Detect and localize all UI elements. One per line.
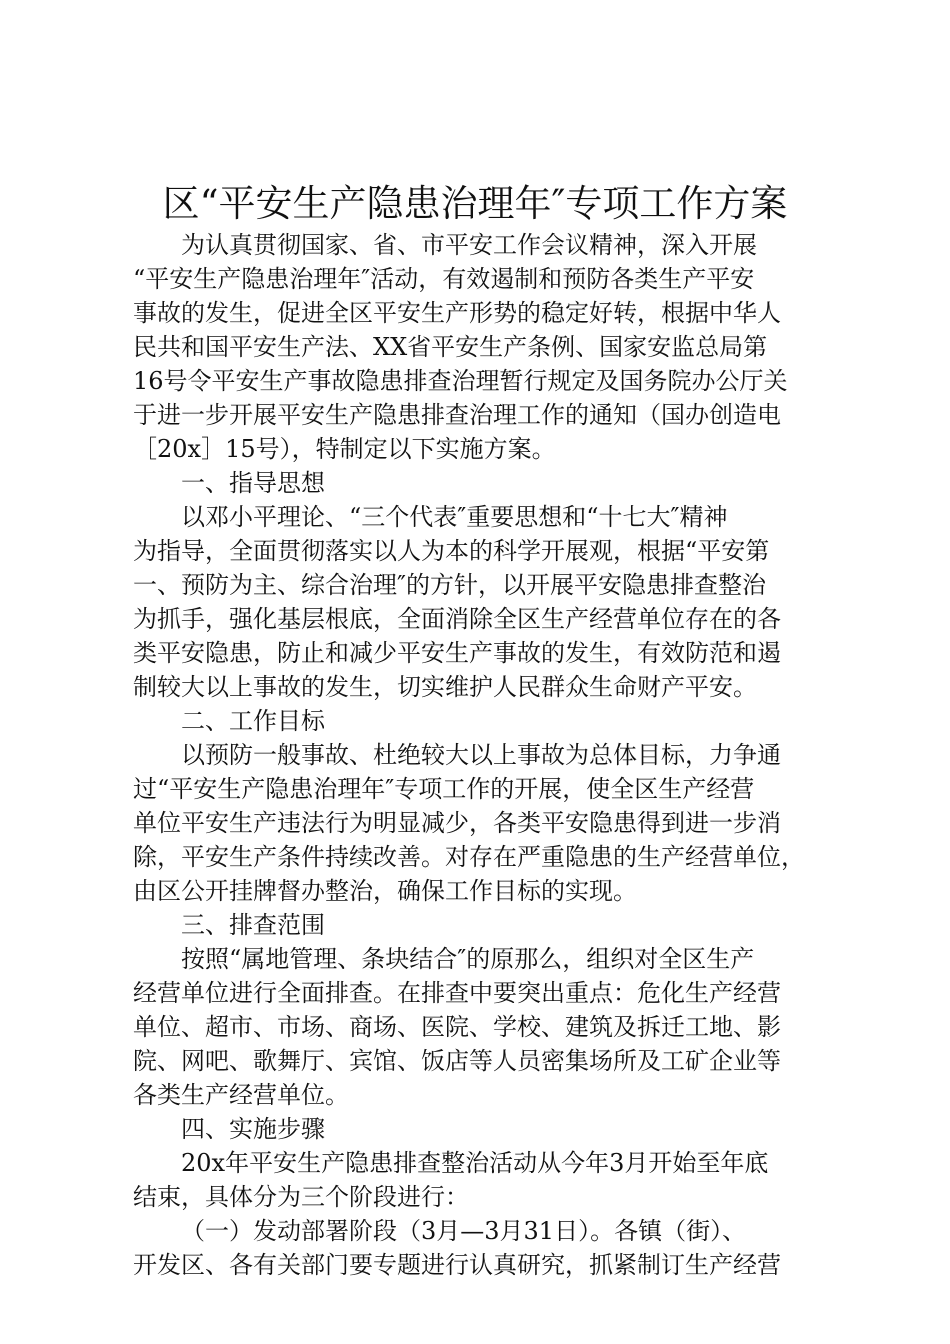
body-line: 三、排查范围 (181, 911, 325, 939)
body-line: 一、指导思想 (181, 469, 325, 497)
body-line: 于进一步开展平安生产隐患排查治理工作的通知（国办创造电 (133, 401, 781, 429)
body-line: 开发区、各有关部门要专题进行认真研究，抓紧制订生产经营 (133, 1251, 781, 1279)
body-line: 为抓手，强化基层根底，全面消除全区生产经营单位存在的各 (133, 605, 781, 633)
body-line: 二、工作目标 (181, 707, 325, 735)
body-line: 为认真贯彻国家、省、市平安工作会议精神，深入开展 (181, 231, 757, 259)
body-line: 以预防一般事故、杜绝较大以上事故为总体目标，力争通 (181, 741, 781, 769)
body-line: 事故的发生，促进全区平安生产形势的稳定好转，根据中华人 (133, 299, 781, 327)
body-line: 经营单位进行全面排查。在排查中要突出重点：危化生产经营 (133, 979, 781, 1007)
body-line: 除，平安生产条件持续改善。对存在严重隐患的生产经营单位， (133, 843, 805, 871)
body-line: 单位平安生产违法行为明显减少，各类平安隐患得到进一步消 (133, 809, 781, 837)
body-line: 各类生产经营单位。 (133, 1081, 349, 1109)
body-line: 过“平安生产隐患治理年″专项工作的开展，使全区生产经营 (133, 775, 755, 803)
body-line: 单位、超市、市场、商场、医院、学校、建筑及拆迁工地、影 (133, 1013, 781, 1041)
body-line: 16号令平安生产事故隐患排查治理暂行规定及国务院办公厅关 (133, 367, 788, 395)
document-title: 区“平安生产隐患治理年″专项工作方案 (162, 182, 788, 225)
body-line: 按照“属地管理、条块结合″的原那么，组织对全区生产 (181, 945, 755, 973)
body-line: “平安生产隐患治理年″活动，有效遏制和预防各类生产平安 (133, 265, 755, 293)
body-line: 结束，具体分为三个阶段进行： (133, 1183, 469, 1211)
body-line: 四、实施步骤 (181, 1115, 325, 1143)
body-line: ［20x］15号），特制定以下实施方案。 (133, 435, 556, 463)
body-line: （一）发动部署阶段（3月—3月31日）。各镇（街）、 (181, 1217, 747, 1245)
body-line: 为指导，全面贯彻落实以人为本的科学开展观，根据“平安第 (133, 537, 770, 565)
body-line: 类平安隐患，防止和减少平安生产事故的发生，有效防范和遏 (133, 639, 781, 667)
body-line: 民共和国平安生产法、XX省平安生产条例、国家安监总局第 (133, 333, 768, 361)
document-body (133, 228, 833, 1282)
body-line: 20x年平安生产隐患排查整治活动从今年3月开始至年底 (181, 1149, 769, 1177)
body-line: 制较大以上事故的发生，切实维护人民群众生命财产平安。 (133, 673, 757, 701)
body-line: 以邓小平理论、“三个代表″重要思想和“十七大″精神 (181, 503, 728, 531)
body-line: 一、预防为主、综合治理″的方针，以开展平安隐患排查整治 (133, 571, 766, 599)
body-line: 院、网吧、歌舞厅、宾馆、饭店等人员密集场所及工矿企业等 (133, 1047, 781, 1075)
body-line: 由区公开挂牌督办整治，确保工作目标的实现。 (133, 877, 637, 905)
